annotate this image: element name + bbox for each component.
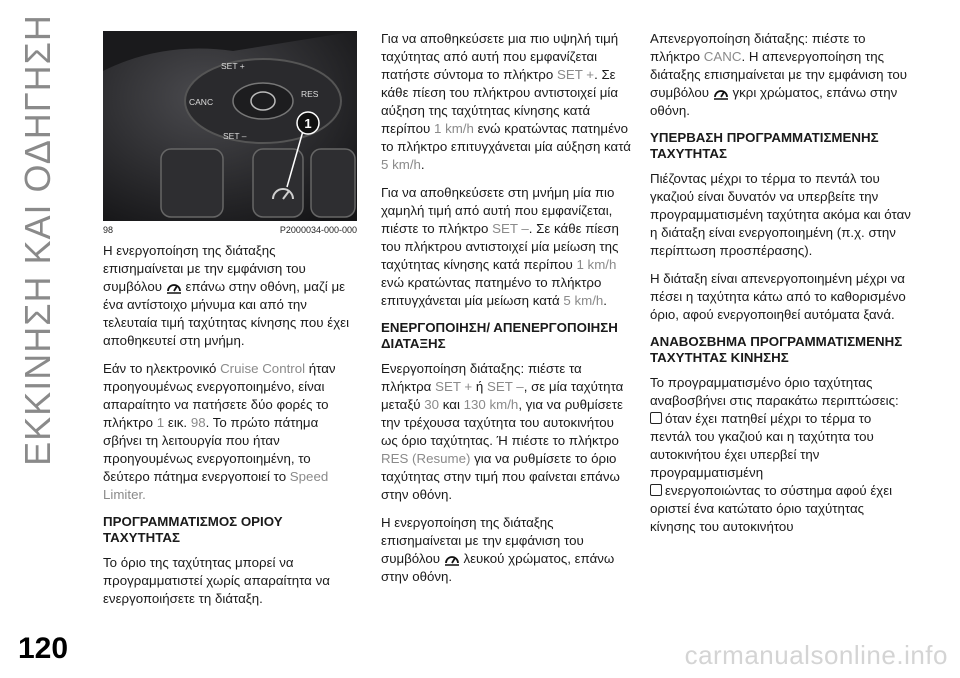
paragraph: Για να αποθηκεύσετε στη μνήμη μία πιο χαμηλή τιμή από αυτή που εμφανίζεται, πιέστε το πλήκτρο SET –. Σε κάθε πίεση του πλήκτρου αντιστοιχεί μία μείωση της ταχύτητας κίνησης κατά περίπου 1 km/h ενώ κρατώντας πατημένο το πλήκτρο επιτυγχάνεται μία μείωση κατά 5 km/h. xyxy=(381,185,619,308)
paragraph: Το προγραμματισμένο όριο ταχύτητας αναβοσβήνει στις παρακάτω περιπτώσεις: xyxy=(650,375,899,408)
paragraph: Η διάταξη είναι απενεργοποιημένη μέχρι να πέσει η ταχύτητα κάτω από το καθορισμένο όριο, αφού ενεργοποιηθεί αυτόματα ξανά. xyxy=(650,271,906,322)
watermark: carmanualsonline.info xyxy=(684,640,948,670)
text-column-3 xyxy=(650,30,912,536)
speed-limiter-icon xyxy=(444,551,460,566)
section-heading: ΠΡΟΓΡΑΜΜΑΤΙΣΜΟΣ ΟΡΙΟΥ ΤΑΧΥΤΗΤΑΣ xyxy=(103,514,283,545)
page-number: 120 xyxy=(18,632,69,665)
paragraph: Το όριο της ταχύτητας μπορεί να προγραμματιστεί χωρίς απαραίτητα να ενεργοποιήσετε τη διάταξη. xyxy=(103,555,330,606)
set-minus-label: SET – xyxy=(223,131,247,141)
paragraph: Η ενεργοποίηση της διάταξης επισημαίνεται με την εμφάνιση του συμβόλου επάνω στην οθόνη, μαζί με ένα αντίστοιχο μήνυμα και από την τελευταία τιμή ταχύτητας κίνησης που έχει αποθηκευτεί στη μνήμη. xyxy=(103,243,350,348)
section-heading: ΕΝΕΡΓΟΠΟΙΗΣΗ/ ΑΠΕΝΕΡΓΟΠΟΙΗΣΗ ΔΙΑΤΑΞΗΣ xyxy=(381,320,618,351)
chapter-side-title xyxy=(8,14,68,466)
set-plus-label: SET + xyxy=(221,61,245,71)
section-heading: ΥΠΕΡΒΑΣΗ ΠΡΟΓΡΑΜΜΑΤΙΣΜΕΝΗΣ ΤΑΧΥΤΗΤΑΣ xyxy=(650,130,879,161)
paragraph: Εάν το ηλεκτρονικό Cruise Control ήταν προηγουμένως ενεργοποιημένο, είναι απαραίτητο να πατήσετε δύο φορές το πλήκτρο 1 εικ. 98. Το πρώτο πάτημα σβήνει τη λειτουργία που ήταν προηγουμένως ενεργοποιημένη, το δεύτερο πάτημα ενεργοποιεί το Speed Limiter. xyxy=(103,361,336,502)
res-label: RES xyxy=(301,89,319,99)
figure-caption xyxy=(103,225,357,235)
speed-limiter-icon xyxy=(713,85,729,100)
paragraph: Ενεργοποίηση διάταξης: πιέστε τα πλήκτρα SET + ή SET –, σε μία ταχύτητα μεταξύ 30 και 130 km/h, για να ρυθμίσετε την τρέχουσα ταχύτητα του αυτοκινήτου ως όριο ταχύτητας. Ή πιέστε το πλήκτρο RES (Resume) για να ρυθμίσετε το όριο ταχύτητας στην τιμή που φαίνεται επάνω στην οθόνη. xyxy=(381,361,624,502)
list-item: όταν έχει πατηθεί μέχρι το τέρμα το πεντάλ του γκαζιού και η ταχύτητα του αυτοκινήτου έχει υπερβεί την προγραμματισμένη xyxy=(650,411,874,480)
figure-number: 98 xyxy=(103,225,114,235)
paragraph: Η ενεργοποίηση της διάταξης επισημαίνεται με την εμφάνιση του συμβόλου λευκού χρώματος, επάνω στην οθόνη. xyxy=(381,515,615,584)
paragraph: Πιέζοντας μέχρι το τέρμα το πεντάλ του γκαζιού είναι δυνατόν να υπερβείτε την προγραμματισμένη ταχύτητα ακόμα και όταν η διάταξη είναι ενεργοποιημένη (π.χ. στην περίπτωση προσπέρασης). xyxy=(650,171,911,258)
section-heading: ΑΝΑΒΟΣΒΗΜΑ ΠΡΟΓΡΑΜΜΑΤΙΣΜΕΝΗΣ ΤΑΧΥΤΗΤΑΣ ΚΙΝΗΣΗΣ xyxy=(650,334,903,365)
bullet-square-icon xyxy=(650,484,662,496)
callout-number: 1 xyxy=(304,116,312,131)
bullet-square-icon xyxy=(650,412,662,424)
steering-wheel-figure xyxy=(103,31,357,221)
figure-code: P2000034-000-000 xyxy=(279,225,357,235)
speed-limiter-icon xyxy=(166,279,182,294)
list-item: ενεργοποιώντας το σύστημα αφού έχει οριστεί ένα κατώτατο όριο ταχύτητας κίνησης του αυτοκινήτου xyxy=(650,483,893,534)
text-column-2 xyxy=(381,30,633,596)
text-column-1 xyxy=(103,242,358,618)
chapter-title-text: ΕΚΚΙΝΗΣΗ ΚΑΙ ΟΔΗΓΗΣΗ xyxy=(17,14,58,466)
canc-label: CANC xyxy=(189,97,214,107)
paragraph: Για να αποθηκεύσετε μια πιο υψηλή τιμή ταχύτητας από αυτή που εμφανίζεται πατήστε σύντομα το πλήκτρο SET +. Σε κάθε πίεση του πλήκτρου αντιστοιχεί μία αύξηση της ταχύτητας κίνησης κατά περίπου 1 km/h ενώ κρατώντας πατημένο το πλήκτρο επιτυγχάνεται μία αύξηση κατά 5 km/h. xyxy=(381,31,631,172)
paragraph: Απενεργοποίηση διάταξης: πιέστε το πλήκτρο CANC. Η απενεργοποίηση της διάταξης επισημαίνεται με την εμφάνιση του συμβόλου γκρι χρώματος, επάνω στην οθόνη. xyxy=(650,31,907,118)
